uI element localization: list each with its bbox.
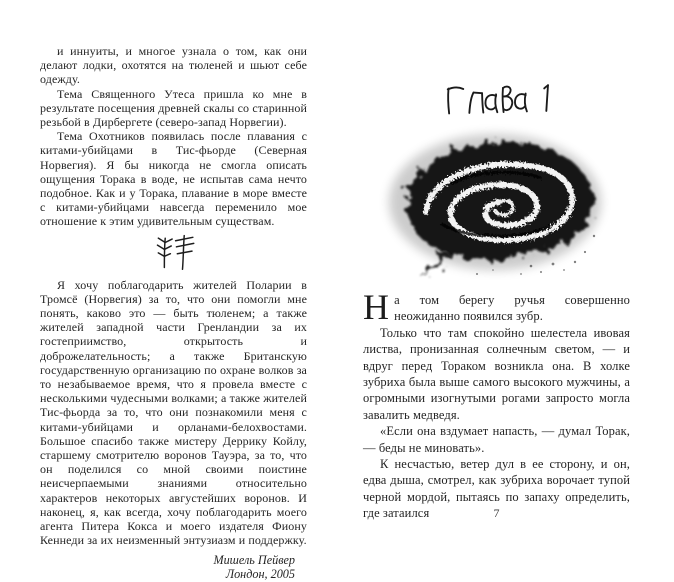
signature-author: Мишель Пейвер — [213, 552, 295, 567]
paragraph: Я хочу поблагодарить жителей Поларии в Тромсё (Норвегия) за то, что они помогли мне понять, каково это — быть тюленем; а также жителей западной части Гренландии за их гостеприимство, открытость и доброжелательность; а также Британскую государственную организацию по охране волков за то незабываемое время, что я провела вместе с несколькими чудесными волками; а также жителей Тис-фьорда за то, что они познакомили меня с китами-убийцами и орланами-белохвостами. Большое спасибо также мистеру Деррику Койлу, старшему смотрителю воронов Тауэра, за то, что он поделился со мной своими поистине неисчерпаемыми знаниями относительно характеров некоторых августейших воронов. И наконец, я, как всегда, хочу поблагодарить моего агента Питера Кокса и моего издателя Фиону Кеннеди за их неизменный энтузиазм и поддержку. — [40, 277, 307, 548]
twin-tree-runes-glyph — [154, 233, 194, 271]
paragraph: Тема Охотников появилась после плавания с китами-убийцами в Тис-фьорде (Северная Норвегия). Я бы никогда не смогла описать ощущения Торака в воде, не испытав сама нечто подобное. Как и у Торака, плавание в море вместе с китами-убийцами навсегда переменило мое отношение к этим удивительным существам. — [40, 129, 307, 229]
paragraph: К несчастью, ветер дул в ее сторону, и он, едва дыша, смотрел, как зубриха ворочает тупой черной мордой, пытаясь по запаху определить, где затаился — [363, 457, 630, 521]
dropcap: Н — [363, 287, 390, 327]
signature-place-date: Лондон, 2005 — [225, 567, 295, 582]
paragraph: и иннуиты, и многое узнала о том, как они делают лодки, охотятся на тюленей и шьют себе одежду. — [40, 44, 307, 87]
paragraph: Тема Священного Утеса пришла ко мне в результате посещения древней скалы со старинной резьбой в Дирбергете (северо-запад Норвегии). — [40, 86, 307, 130]
page-right — [337, 0, 674, 547]
chapter-paragraphs — [363, 325, 630, 522]
chapter-heading-lettering — [437, 76, 556, 121]
page-number: 7 — [493, 506, 500, 520]
acknowledgments-bottom — [40, 278, 307, 548]
paragraph: «Если она вздумает напасть, — думал Торак, — беды не миновать». — [363, 424, 630, 455]
coiled-viper-illustration — [363, 124, 630, 287]
coiled-viper-sketch — [381, 124, 613, 282]
acknowledgments-top — [40, 44, 307, 229]
chapter-heading — [363, 78, 630, 122]
opening-paragraph-text: а том берегу ручья совершенно неожиданно появился зубр. — [394, 293, 630, 324]
chapter-body — [363, 287, 630, 522]
opening-paragraph — [363, 287, 630, 327]
author-signature — [40, 553, 307, 582]
twin-tree-runes-icon — [40, 233, 307, 273]
paragraph: Только что там спокойно шелестела ивовая листва, пронизанная солнечным светом, — и вдруг перед Тораком возникла она. В холке зубриха была выше самого высокого мужчины, а огромными изогнутыми рогами запросто могла завалить медведя. — [363, 325, 630, 422]
